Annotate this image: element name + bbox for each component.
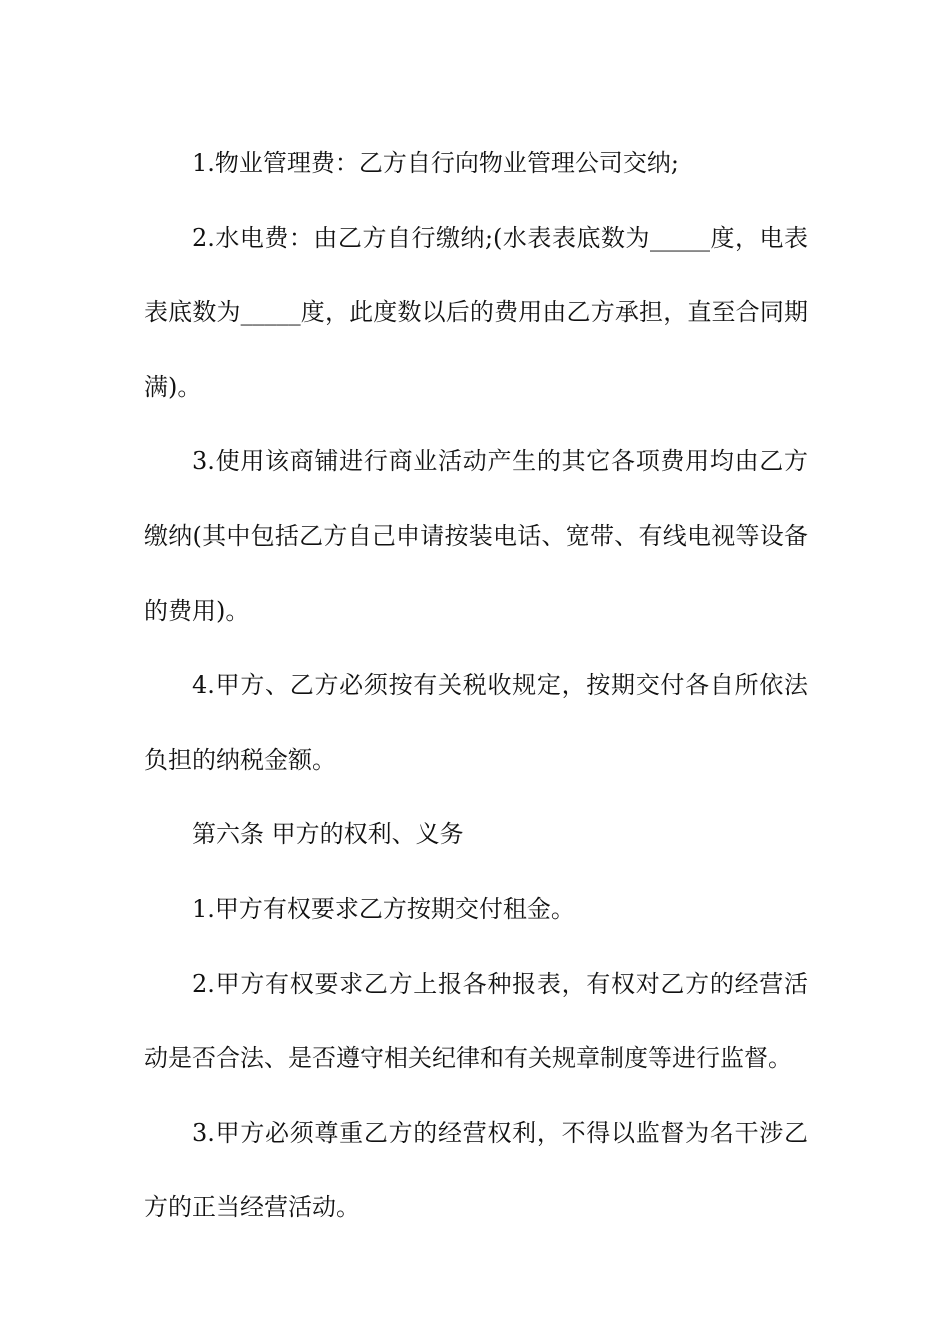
document-page: [144, 126, 808, 1245]
paragraph-duty-respect: 3.甲方必须尊重乙方的经营权利，不得以监督为名干涉乙方的正当经营活动。: [144, 1118, 808, 1222]
paragraph-taxes: 4.甲方、乙方必须按有关税收规定，按期交付各自所依法负担的纳税金额。: [144, 671, 808, 774]
paragraph-right-supervision: 2.甲方有权要求乙方上报各种报表，有权对乙方的经营活动是否合法、是否遵守相关纪律和有关规章制度等进行监督。: [144, 969, 808, 1073]
paragraph-property-fee: 1.物业管理费：乙方自行向物业管理公司交纳;: [192, 149, 679, 177]
paragraph-right-rent: 1.甲方有权要求乙方按期交付租金。: [192, 894, 575, 923]
paragraph-utilities: 2.水电费：由乙方自行缴纳;(水表表底数为_____度，电表表底数为_____度，此度数以后的费用由乙方承担，直至合同期满)。: [144, 223, 808, 401]
paragraph-other-expenses: 3.使用该商铺进行商业活动产生的其它各项费用均由乙方缴纳(其中包括乙方自己申请按装电话、宽带、有线电视等设备的费用)。: [144, 447, 808, 625]
section-heading-article-six: 第六条 甲方的权利、义务: [192, 820, 464, 849]
